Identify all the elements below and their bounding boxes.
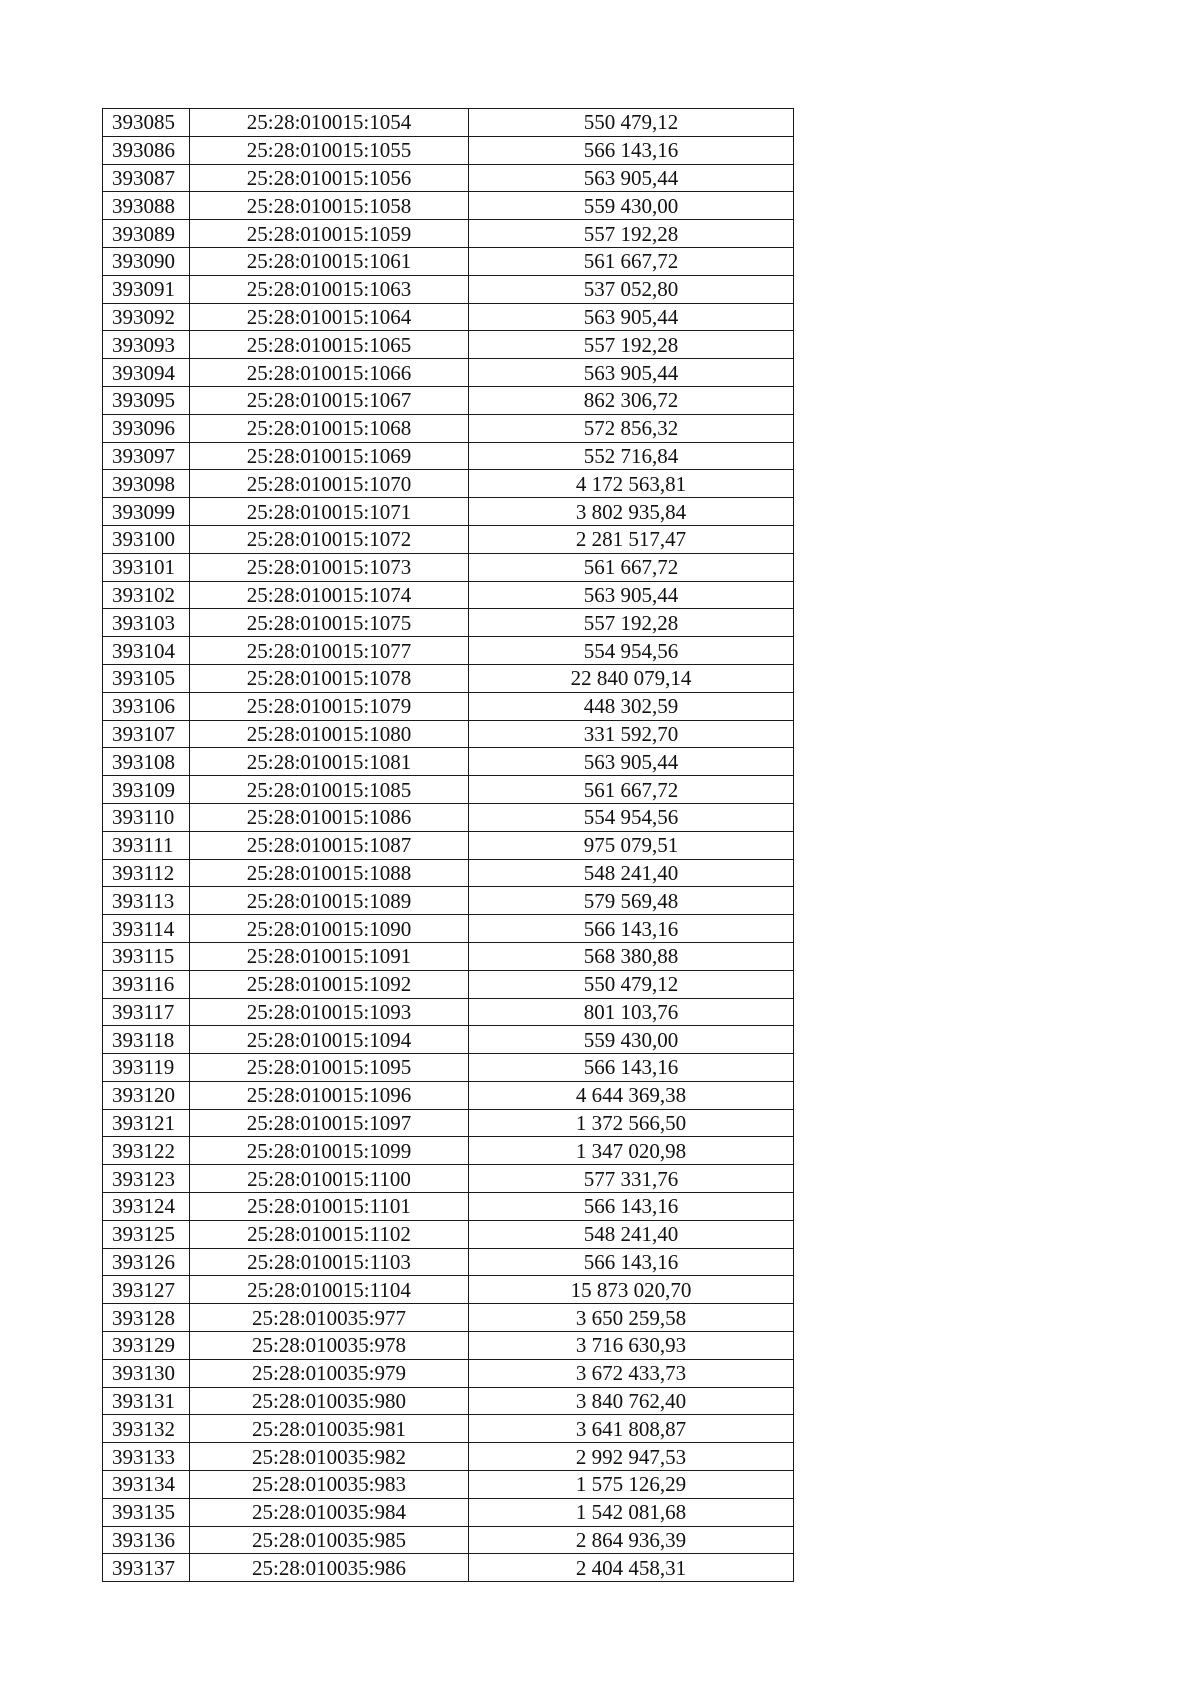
row-number-cell: 393113 bbox=[103, 887, 190, 915]
table-row bbox=[103, 609, 794, 637]
table-row bbox=[103, 1526, 794, 1554]
cadastral-number-cell: 25:28:010015:1094 bbox=[190, 1026, 469, 1054]
row-number-cell: 393128 bbox=[103, 1304, 190, 1332]
row-number-cell: 393099 bbox=[103, 498, 190, 526]
cadastral-value-cell: 537 052,80 bbox=[469, 275, 794, 303]
cadastral-number-cell: 25:28:010015:1092 bbox=[190, 970, 469, 998]
row-number-cell: 393098 bbox=[103, 470, 190, 498]
cadastral-value-cell: 1 347 020,98 bbox=[469, 1137, 794, 1165]
cadastral-value-cell: 3 802 935,84 bbox=[469, 498, 794, 526]
cadastral-number-cell: 25:28:010015:1078 bbox=[190, 664, 469, 692]
cadastral-number-cell: 25:28:010015:1090 bbox=[190, 915, 469, 943]
row-number-cell: 393085 bbox=[103, 109, 190, 137]
cadastral-number-cell: 25:28:010015:1081 bbox=[190, 748, 469, 776]
table-row bbox=[103, 1387, 794, 1415]
cadastral-number-cell: 25:28:010015:1086 bbox=[190, 803, 469, 831]
cadastral-value-cell: 566 143,16 bbox=[469, 1054, 794, 1082]
row-number-cell: 393093 bbox=[103, 331, 190, 359]
row-number-cell: 393111 bbox=[103, 831, 190, 859]
cadastral-value-cell: 3 672 433,73 bbox=[469, 1359, 794, 1387]
table-row bbox=[103, 414, 794, 442]
table-row bbox=[103, 553, 794, 581]
cadastral-number-cell: 25:28:010015:1070 bbox=[190, 470, 469, 498]
cadastral-number-cell: 25:28:010015:1100 bbox=[190, 1165, 469, 1193]
cadastral-value-cell: 572 856,32 bbox=[469, 414, 794, 442]
cadastral-number-cell: 25:28:010015:1093 bbox=[190, 998, 469, 1026]
row-number-cell: 393129 bbox=[103, 1332, 190, 1360]
table-row bbox=[103, 776, 794, 804]
cadastral-value-cell: 563 905,44 bbox=[469, 748, 794, 776]
table-row bbox=[103, 1443, 794, 1471]
cadastral-value-cell: 548 241,40 bbox=[469, 1220, 794, 1248]
table-row bbox=[103, 498, 794, 526]
table-row bbox=[103, 637, 794, 665]
table-row bbox=[103, 859, 794, 887]
row-number-cell: 393136 bbox=[103, 1526, 190, 1554]
cadastral-number-cell: 25:28:010015:1069 bbox=[190, 442, 469, 470]
table-row bbox=[103, 1026, 794, 1054]
cadastral-number-cell: 25:28:010035:985 bbox=[190, 1526, 469, 1554]
cadastral-value-cell: 566 143,16 bbox=[469, 136, 794, 164]
row-number-cell: 393097 bbox=[103, 442, 190, 470]
cadastral-number-cell: 25:28:010015:1058 bbox=[190, 192, 469, 220]
cadastral-number-cell: 25:28:010015:1054 bbox=[190, 109, 469, 137]
table-row bbox=[103, 109, 794, 137]
row-number-cell: 393121 bbox=[103, 1109, 190, 1137]
row-number-cell: 393105 bbox=[103, 664, 190, 692]
cadastral-value-cell: 4 644 369,38 bbox=[469, 1081, 794, 1109]
cadastral-value-cell: 862 306,72 bbox=[469, 386, 794, 414]
row-number-cell: 393108 bbox=[103, 748, 190, 776]
cadastral-number-cell: 25:28:010015:1073 bbox=[190, 553, 469, 581]
cadastral-number-cell: 25:28:010015:1071 bbox=[190, 498, 469, 526]
table-row bbox=[103, 275, 794, 303]
table-body bbox=[103, 109, 794, 1582]
table-row bbox=[103, 1498, 794, 1526]
row-number-cell: 393092 bbox=[103, 303, 190, 331]
table-row bbox=[103, 1054, 794, 1082]
cadastral-value-cell: 559 430,00 bbox=[469, 1026, 794, 1054]
row-number-cell: 393112 bbox=[103, 859, 190, 887]
cadastral-number-cell: 25:28:010035:984 bbox=[190, 1498, 469, 1526]
cadastral-number-cell: 25:28:010015:1087 bbox=[190, 831, 469, 859]
cadastral-value-cell: 1 372 566,50 bbox=[469, 1109, 794, 1137]
row-number-cell: 393089 bbox=[103, 220, 190, 248]
row-number-cell: 393100 bbox=[103, 525, 190, 553]
cadastral-number-cell: 25:28:010015:1102 bbox=[190, 1220, 469, 1248]
cadastral-number-cell: 25:28:010015:1089 bbox=[190, 887, 469, 915]
cadastral-number-cell: 25:28:010015:1064 bbox=[190, 303, 469, 331]
row-number-cell: 393134 bbox=[103, 1471, 190, 1499]
cadastral-value-cell: 557 192,28 bbox=[469, 609, 794, 637]
table-row bbox=[103, 692, 794, 720]
table-row bbox=[103, 748, 794, 776]
cadastral-number-cell: 25:28:010015:1101 bbox=[190, 1193, 469, 1221]
cadastral-value-cell: 557 192,28 bbox=[469, 220, 794, 248]
cadastral-value-cell: 3 650 259,58 bbox=[469, 1304, 794, 1332]
row-number-cell: 393133 bbox=[103, 1443, 190, 1471]
table-row bbox=[103, 970, 794, 998]
table-row bbox=[103, 1248, 794, 1276]
table-row bbox=[103, 1304, 794, 1332]
cadastral-value-table bbox=[102, 108, 794, 1582]
row-number-cell: 393094 bbox=[103, 359, 190, 387]
cadastral-value-cell: 563 905,44 bbox=[469, 581, 794, 609]
table-row bbox=[103, 1081, 794, 1109]
cadastral-number-cell: 25:28:010035:977 bbox=[190, 1304, 469, 1332]
cadastral-number-cell: 25:28:010015:1079 bbox=[190, 692, 469, 720]
cadastral-value-cell: 448 302,59 bbox=[469, 692, 794, 720]
table-row bbox=[103, 1471, 794, 1499]
cadastral-value-cell: 801 103,76 bbox=[469, 998, 794, 1026]
cadastral-value-cell: 331 592,70 bbox=[469, 720, 794, 748]
cadastral-value-cell: 554 954,56 bbox=[469, 803, 794, 831]
table-row bbox=[103, 525, 794, 553]
cadastral-value-cell: 577 331,76 bbox=[469, 1165, 794, 1193]
cadastral-value-cell: 15 873 020,70 bbox=[469, 1276, 794, 1304]
row-number-cell: 393106 bbox=[103, 692, 190, 720]
cadastral-number-cell: 25:28:010015:1068 bbox=[190, 414, 469, 442]
table-row bbox=[103, 303, 794, 331]
cadastral-value-cell: 566 143,16 bbox=[469, 915, 794, 943]
cadastral-value-cell: 3 840 762,40 bbox=[469, 1387, 794, 1415]
cadastral-value-cell: 3 641 808,87 bbox=[469, 1415, 794, 1443]
table-row bbox=[103, 164, 794, 192]
table-row bbox=[103, 664, 794, 692]
table-row bbox=[103, 998, 794, 1026]
table-row bbox=[103, 720, 794, 748]
cadastral-number-cell: 25:28:010015:1063 bbox=[190, 275, 469, 303]
cadastral-number-cell: 25:28:010015:1096 bbox=[190, 1081, 469, 1109]
row-number-cell: 393135 bbox=[103, 1498, 190, 1526]
cadastral-value-cell: 568 380,88 bbox=[469, 942, 794, 970]
row-number-cell: 393124 bbox=[103, 1193, 190, 1221]
cadastral-number-cell: 25:28:010015:1072 bbox=[190, 525, 469, 553]
table-row bbox=[103, 1220, 794, 1248]
cadastral-number-cell: 25:28:010015:1059 bbox=[190, 220, 469, 248]
cadastral-value-cell: 548 241,40 bbox=[469, 859, 794, 887]
cadastral-value-cell: 975 079,51 bbox=[469, 831, 794, 859]
cadastral-value-cell: 2 404 458,31 bbox=[469, 1554, 794, 1582]
row-number-cell: 393120 bbox=[103, 1081, 190, 1109]
row-number-cell: 393118 bbox=[103, 1026, 190, 1054]
cadastral-number-cell: 25:28:010015:1097 bbox=[190, 1109, 469, 1137]
cadastral-number-cell: 25:28:010015:1075 bbox=[190, 609, 469, 637]
cadastral-number-cell: 25:28:010015:1055 bbox=[190, 136, 469, 164]
row-number-cell: 393090 bbox=[103, 247, 190, 275]
cadastral-number-cell: 25:28:010015:1056 bbox=[190, 164, 469, 192]
row-number-cell: 393086 bbox=[103, 136, 190, 164]
cadastral-number-cell: 25:28:010035:979 bbox=[190, 1359, 469, 1387]
cadastral-value-cell: 550 479,12 bbox=[469, 970, 794, 998]
cadastral-number-cell: 25:28:010015:1067 bbox=[190, 386, 469, 414]
table-row bbox=[103, 942, 794, 970]
cadastral-number-cell: 25:28:010015:1099 bbox=[190, 1137, 469, 1165]
table-row bbox=[103, 1359, 794, 1387]
row-number-cell: 393125 bbox=[103, 1220, 190, 1248]
cadastral-number-cell: 25:28:010015:1104 bbox=[190, 1276, 469, 1304]
cadastral-value-cell: 2 281 517,47 bbox=[469, 525, 794, 553]
cadastral-value-cell: 22 840 079,14 bbox=[469, 664, 794, 692]
row-number-cell: 393104 bbox=[103, 637, 190, 665]
row-number-cell: 393117 bbox=[103, 998, 190, 1026]
cadastral-number-cell: 25:28:010035:978 bbox=[190, 1332, 469, 1360]
cadastral-number-cell: 25:28:010035:981 bbox=[190, 1415, 469, 1443]
cadastral-number-cell: 25:28:010035:986 bbox=[190, 1554, 469, 1582]
table-row bbox=[103, 1276, 794, 1304]
row-number-cell: 393122 bbox=[103, 1137, 190, 1165]
cadastral-number-cell: 25:28:010015:1061 bbox=[190, 247, 469, 275]
table-row bbox=[103, 1554, 794, 1582]
cadastral-number-cell: 25:28:010035:983 bbox=[190, 1471, 469, 1499]
cadastral-value-cell: 557 192,28 bbox=[469, 331, 794, 359]
row-number-cell: 393127 bbox=[103, 1276, 190, 1304]
cadastral-value-cell: 561 667,72 bbox=[469, 776, 794, 804]
table-row bbox=[103, 136, 794, 164]
table-row bbox=[103, 1193, 794, 1221]
table-row bbox=[103, 887, 794, 915]
row-number-cell: 393130 bbox=[103, 1359, 190, 1387]
cadastral-number-cell: 25:28:010015:1077 bbox=[190, 637, 469, 665]
row-number-cell: 393102 bbox=[103, 581, 190, 609]
row-number-cell: 393095 bbox=[103, 386, 190, 414]
row-number-cell: 393096 bbox=[103, 414, 190, 442]
table-row bbox=[103, 803, 794, 831]
table-row bbox=[103, 386, 794, 414]
cadastral-number-cell: 25:28:010035:982 bbox=[190, 1443, 469, 1471]
table-row bbox=[103, 359, 794, 387]
table-row bbox=[103, 1137, 794, 1165]
cadastral-value-cell: 1 575 126,29 bbox=[469, 1471, 794, 1499]
cadastral-number-cell: 25:28:010015:1085 bbox=[190, 776, 469, 804]
row-number-cell: 393109 bbox=[103, 776, 190, 804]
cadastral-value-cell: 563 905,44 bbox=[469, 164, 794, 192]
table-row bbox=[103, 1109, 794, 1137]
cadastral-number-cell: 25:28:010015:1065 bbox=[190, 331, 469, 359]
cadastral-number-cell: 25:28:010015:1080 bbox=[190, 720, 469, 748]
table-row bbox=[103, 470, 794, 498]
table-row bbox=[103, 442, 794, 470]
row-number-cell: 393126 bbox=[103, 1248, 190, 1276]
cadastral-number-cell: 25:28:010035:980 bbox=[190, 1387, 469, 1415]
table-row bbox=[103, 1415, 794, 1443]
cadastral-value-cell: 559 430,00 bbox=[469, 192, 794, 220]
table-row bbox=[103, 831, 794, 859]
table-row bbox=[103, 192, 794, 220]
cadastral-value-cell: 579 569,48 bbox=[469, 887, 794, 915]
cadastral-value-cell: 552 716,84 bbox=[469, 442, 794, 470]
table-row bbox=[103, 1165, 794, 1193]
row-number-cell: 393101 bbox=[103, 553, 190, 581]
cadastral-number-cell: 25:28:010015:1103 bbox=[190, 1248, 469, 1276]
row-number-cell: 393131 bbox=[103, 1387, 190, 1415]
cadastral-value-cell: 550 479,12 bbox=[469, 109, 794, 137]
cadastral-value-cell: 563 905,44 bbox=[469, 303, 794, 331]
row-number-cell: 393107 bbox=[103, 720, 190, 748]
cadastral-value-cell: 561 667,72 bbox=[469, 553, 794, 581]
row-number-cell: 393103 bbox=[103, 609, 190, 637]
cadastral-number-cell: 25:28:010015:1091 bbox=[190, 942, 469, 970]
row-number-cell: 393114 bbox=[103, 915, 190, 943]
table-row bbox=[103, 1332, 794, 1360]
cadastral-value-cell: 2 864 936,39 bbox=[469, 1526, 794, 1554]
cadastral-value-cell: 566 143,16 bbox=[469, 1248, 794, 1276]
row-number-cell: 393132 bbox=[103, 1415, 190, 1443]
cadastral-value-cell: 561 667,72 bbox=[469, 247, 794, 275]
row-number-cell: 393116 bbox=[103, 970, 190, 998]
row-number-cell: 393088 bbox=[103, 192, 190, 220]
row-number-cell: 393119 bbox=[103, 1054, 190, 1082]
cadastral-value-cell: 2 992 947,53 bbox=[469, 1443, 794, 1471]
cadastral-number-cell: 25:28:010015:1088 bbox=[190, 859, 469, 887]
row-number-cell: 393137 bbox=[103, 1554, 190, 1582]
row-number-cell: 393087 bbox=[103, 164, 190, 192]
row-number-cell: 393115 bbox=[103, 942, 190, 970]
cadastral-value-cell: 566 143,16 bbox=[469, 1193, 794, 1221]
table-row bbox=[103, 581, 794, 609]
row-number-cell: 393110 bbox=[103, 803, 190, 831]
cadastral-number-cell: 25:28:010015:1066 bbox=[190, 359, 469, 387]
row-number-cell: 393091 bbox=[103, 275, 190, 303]
cadastral-number-cell: 25:28:010015:1095 bbox=[190, 1054, 469, 1082]
table-row bbox=[103, 915, 794, 943]
cadastral-value-cell: 563 905,44 bbox=[469, 359, 794, 387]
table-row bbox=[103, 247, 794, 275]
cadastral-number-cell: 25:28:010015:1074 bbox=[190, 581, 469, 609]
cadastral-value-cell: 3 716 630,93 bbox=[469, 1332, 794, 1360]
cadastral-value-cell: 554 954,56 bbox=[469, 637, 794, 665]
table-row bbox=[103, 331, 794, 359]
row-number-cell: 393123 bbox=[103, 1165, 190, 1193]
cadastral-value-cell: 4 172 563,81 bbox=[469, 470, 794, 498]
cadastral-value-cell: 1 542 081,68 bbox=[469, 1498, 794, 1526]
table-row bbox=[103, 220, 794, 248]
